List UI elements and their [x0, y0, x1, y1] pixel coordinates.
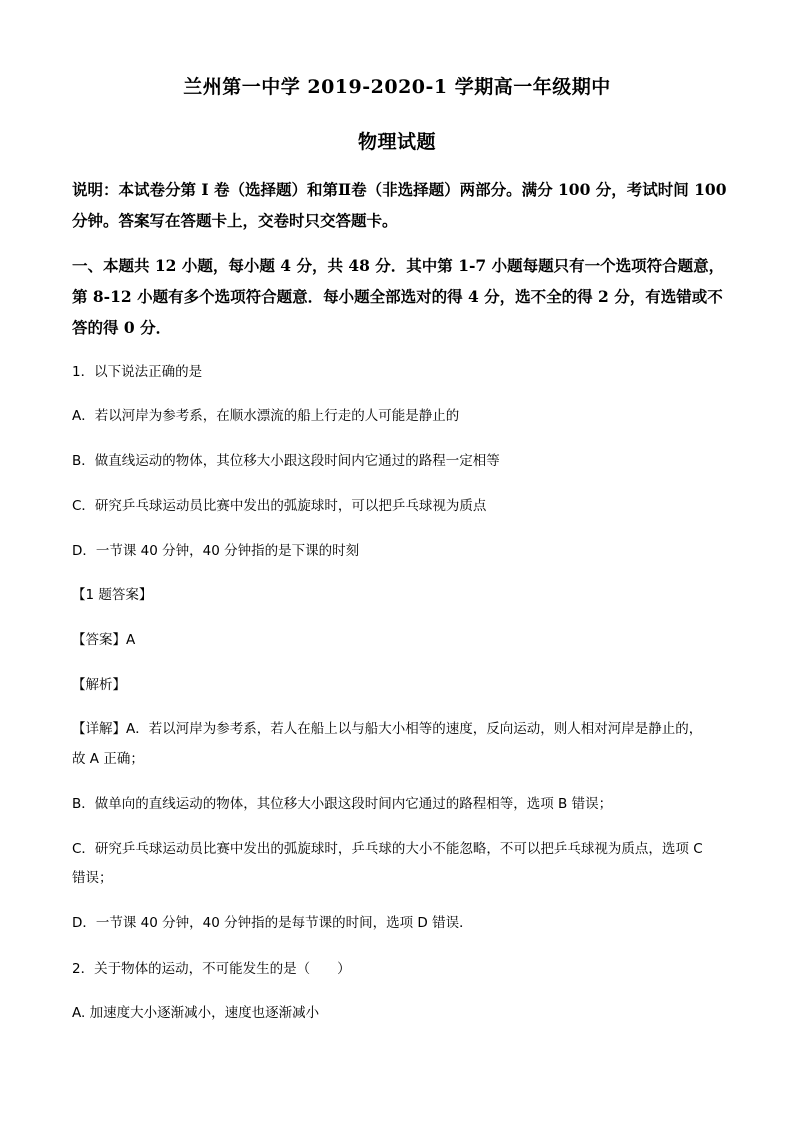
- question-1-detail-3: B．做单向的直线运动的物体，其位移大小跟这段时间内它通过的路程相等，选项 B 错误；: [72, 796, 613, 812]
- question-1-option-d: D．一节课 40 分钟，40 分钟指的是下课的时刻: [72, 543, 360, 559]
- question-1-option-b: B．做直线运动的物体，其位移大小跟这段时间内它通过的路程一定相等: [72, 453, 500, 469]
- question-1-option-c: C．研究乒乓球运动员比赛中发出的弧旋球时，可以把乒乓球视为质点: [72, 498, 487, 514]
- question-1-answer: 【答案】A: [72, 632, 136, 648]
- question-1-detail-6: D．一节课 40 分钟，40 分钟指的是每节课的时间，选项 D 错误．: [72, 915, 473, 931]
- exam-subtitle: 物理试题: [357, 131, 436, 153]
- question-2-stem: 2．关于物体的运动，不可能发生的是（ ）: [72, 961, 351, 977]
- question-1-answer-header: 【1 题答案】: [72, 587, 153, 603]
- question-1-stem: 1．以下说法正确的是: [72, 364, 203, 380]
- section-1-line-1: 一、本题共 12 小题，每小题 4 分，共 48 分．其中第 1-7 小题每题只有一个选项符合题意，: [72, 256, 725, 275]
- question-1-option-a: A．若以河岸为参考系，在顺水漂流的船上行走的人可能是静止的: [72, 408, 460, 424]
- question-2-option-a: A. 加速度大小逐渐减小，速度也逐渐减小: [72, 1005, 320, 1021]
- question-1-analysis: 【解析】: [72, 677, 126, 693]
- instructions-line-1: 说明：本试卷分第 I 卷（选择题）和第Ⅱ卷（非选择题）两部分。满分 100 分，考试时间 100: [72, 180, 727, 199]
- section-1-line-2: 第 8-12 小题有多个选项符合题意．每小题全部选对的得 4 分，选不全的得 2 分，有选错或不: [72, 287, 723, 306]
- section-1-line-3: 答的得 0 分．: [72, 318, 172, 337]
- question-1-detail-4: C．研究乒乓球运动员比赛中发出的弧旋球时，乒乓球的大小不能忽略，不可以把乒乓球视为质点，选项 C: [72, 841, 703, 857]
- question-1-detail-5: 错误；: [72, 870, 113, 886]
- question-1-detail-1: 【详解】A．若以河岸为参考系，若人在船上以与船大小相等的速度，反向运动，则人相对河岸是静止的，: [72, 721, 703, 737]
- question-1-detail-2: 故 A 正确；: [72, 751, 144, 767]
- instructions-line-2: 分钟。答案写在答题卡上，交卷时只交答题卡。: [72, 211, 398, 230]
- exam-title: 兰州第一中学 2019-2020-1 学期高一年级期中: [183, 76, 611, 98]
